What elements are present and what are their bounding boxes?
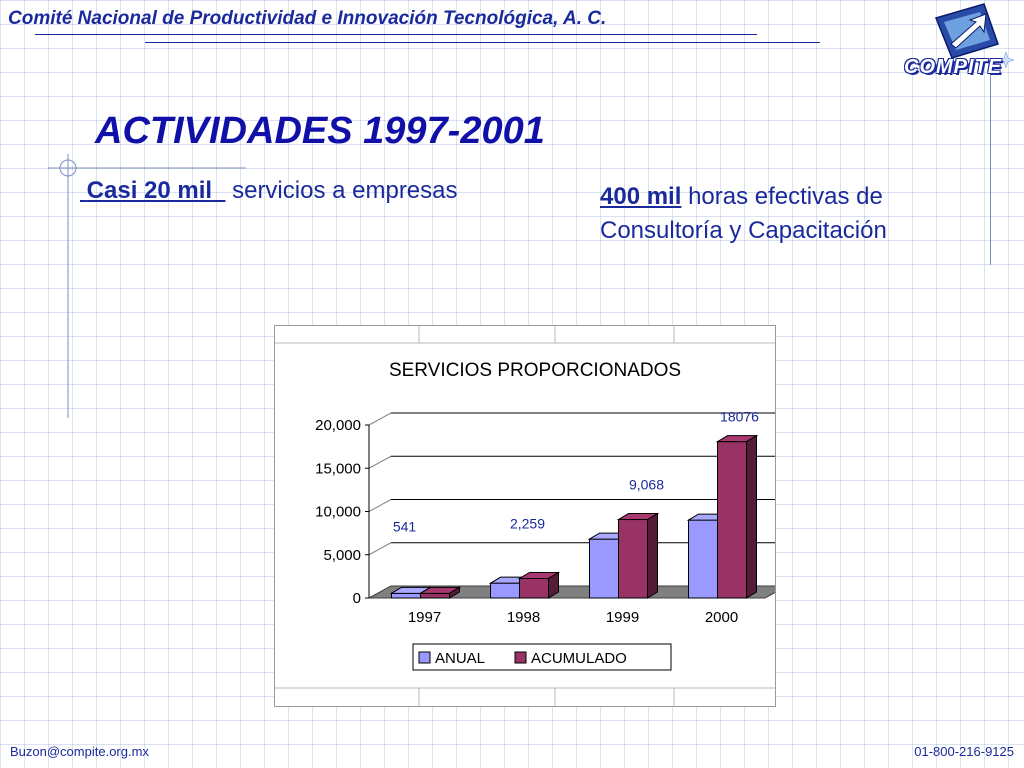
- services-count-highlight: Casi 20 mil: [86, 177, 213, 204]
- logo-wordmark: COMPITE: [904, 56, 1003, 78]
- organization-title: Comité Nacional de Productividad e Innovación Tecnológica, A. C.: [8, 8, 607, 29]
- legend-label-anual: ANUAL: [435, 650, 486, 667]
- right-accent-line: [990, 60, 991, 265]
- x-tick-label: 2000: [704, 609, 739, 626]
- bar-anual-2000: [689, 520, 718, 598]
- gridline-side: [369, 543, 391, 555]
- bar-acumulado-2000: [718, 442, 747, 598]
- services-chart: [275, 326, 775, 706]
- y-tick-label: 0: [352, 590, 361, 607]
- services-bullet: [80, 177, 458, 205]
- hours-count-highlight: 400 mil: [600, 183, 682, 210]
- bar-side-acumulado-1999: [648, 514, 658, 598]
- services-description: servicios a empresas: [232, 177, 458, 204]
- hours-statement: [600, 180, 980, 248]
- x-tick-label: 1997: [407, 609, 442, 626]
- bar-acumulado-1998: [520, 578, 549, 598]
- data-label: 18076: [720, 408, 759, 425]
- bar-acumulado-1999: [619, 520, 648, 598]
- y-tick-label: 15,000: [315, 460, 361, 478]
- bar-anual-1998: [491, 583, 520, 598]
- legend-label-acumulado: ACUMULADO: [531, 650, 627, 667]
- bar-anual-1999: [590, 539, 619, 598]
- chart-frame: [274, 325, 776, 707]
- hours-description: horas efectivas de Consultoría y Capacitación: [600, 183, 887, 244]
- footer-email: Buzon@compite.org.mx: [10, 744, 149, 759]
- chart-legend: [413, 644, 671, 670]
- x-tick-label: 1998: [506, 609, 541, 626]
- y-tick-label: 10,000: [315, 503, 361, 521]
- data-label: 541: [392, 518, 417, 535]
- data-label: 9,068: [628, 476, 665, 493]
- y-tick-label: 5,000: [323, 546, 361, 564]
- slide-title: ACTIVIDADES 1997-2001: [95, 110, 545, 152]
- data-label: 2,259: [509, 515, 546, 532]
- bar-side-acumulado-2000: [747, 436, 757, 598]
- compite-logo: [896, 0, 1016, 84]
- gridline-side: [369, 456, 391, 468]
- bar-acumulado-1997: [421, 593, 450, 598]
- x-tick-label: 1999: [605, 609, 640, 626]
- gridline-side: [369, 500, 391, 512]
- header-rule-lower: [145, 42, 820, 43]
- legend-swatch-anual: [419, 652, 430, 663]
- footer-phone: 01-800-216-9125: [914, 744, 1014, 759]
- y-tick-label: 20,000: [315, 417, 361, 434]
- bar-anual-1997: [392, 593, 421, 598]
- legend-swatch-acumulado: [515, 652, 526, 663]
- gridline-side: [369, 413, 391, 425]
- chart-title: SERVICIOS PROPORCIONADOS: [388, 360, 682, 381]
- header-rule-upper: [35, 34, 757, 35]
